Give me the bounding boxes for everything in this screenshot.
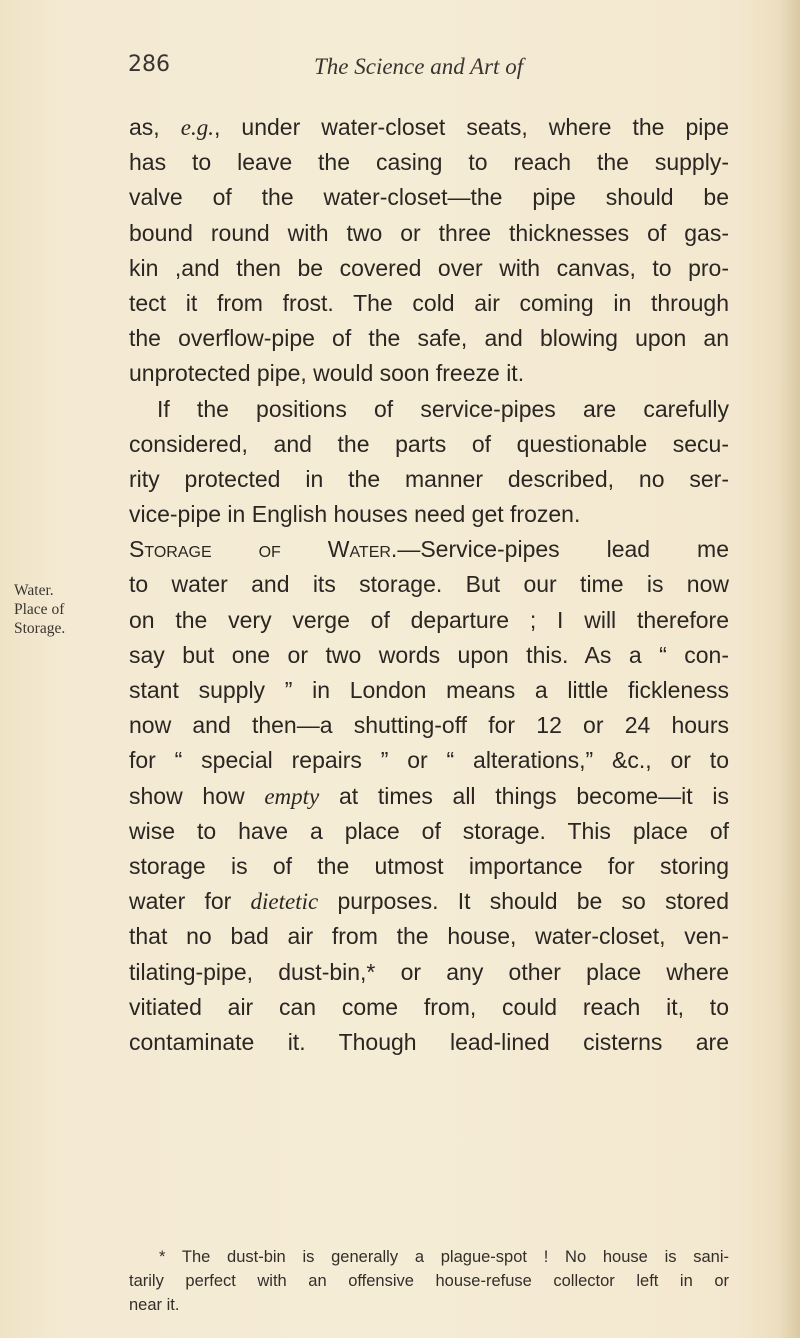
text-line xyxy=(129,779,729,814)
text-line xyxy=(129,427,729,462)
text-line xyxy=(129,145,729,180)
text-run: to water and its storage. But our time is now xyxy=(129,571,729,598)
text-line xyxy=(129,884,729,919)
margin-note xyxy=(14,581,114,638)
margin-note-line: Place of xyxy=(14,601,65,618)
text-run: If the positions of service-pipes are carefully xyxy=(157,395,729,422)
paragraph-1 xyxy=(129,110,729,392)
text-run: , under water-closet seats, where the pipe xyxy=(213,114,729,140)
text-run: say but one or two words upon this. As a “ con- xyxy=(129,641,729,668)
text-line xyxy=(129,216,729,251)
text-line xyxy=(129,849,729,884)
text-run: vitiated air can come from, could reach it, to xyxy=(129,993,729,1020)
text-line xyxy=(129,919,729,954)
text-run: unprotected pipe, would soon freeze it. xyxy=(129,360,525,387)
text-run: at times all things become—it is xyxy=(319,782,730,809)
text-run: stant supply ” in London means a little fickleness xyxy=(129,677,729,703)
text-run: has to leave the casing to reach the supply- xyxy=(129,149,729,176)
text-line xyxy=(129,110,729,145)
text-run: tilating-pipe, dust-bin,* or any other place where xyxy=(129,958,729,985)
text-run: rity protected in the manner described, no ser- xyxy=(129,465,729,492)
page-number: 286 xyxy=(128,52,170,77)
text-run: bound round with two or three thicknesses of gas- xyxy=(129,219,729,246)
text-run: kin ,and then be covered over with canvas, to pro- xyxy=(129,254,729,281)
text-line xyxy=(129,497,729,532)
text-run: for “ special repairs ” or “ alterations,” &c., or to xyxy=(129,747,729,774)
text-run: that no bad air from the house, water-closet, ven- xyxy=(129,923,729,950)
footnote-line: * The dust-bin is generally a plague-spot ! No house is sani- xyxy=(159,1248,729,1266)
italic-text: e.g. xyxy=(180,115,214,140)
footnote xyxy=(129,1245,729,1317)
paragraph-3 xyxy=(129,532,729,1060)
text-run: valve of the water-closet—the pipe should be xyxy=(129,184,729,211)
text-run: purposes. It should be so stored xyxy=(318,888,729,915)
text-run: as, xyxy=(129,114,181,140)
text-line xyxy=(129,603,729,638)
text-line xyxy=(129,955,729,990)
text-line xyxy=(129,462,729,497)
margin-note-line: Water. xyxy=(14,582,54,599)
text-line xyxy=(129,743,729,778)
text-line xyxy=(129,356,729,391)
text-line xyxy=(129,673,729,708)
text-run: on the very verge of departure ; I will therefore xyxy=(129,606,729,633)
text-line xyxy=(129,1025,729,1060)
text-line xyxy=(129,251,729,286)
text-run: water for xyxy=(129,888,251,915)
page-edge-shadow xyxy=(778,0,800,1338)
body-text xyxy=(129,110,729,1060)
page-header xyxy=(128,52,728,92)
italic-text: dietetic xyxy=(250,889,319,915)
text-line xyxy=(129,638,729,673)
paragraph-2 xyxy=(129,392,729,533)
text-run: storage is of the utmost importance for storing xyxy=(129,852,729,879)
text-run: wise to have a place of storage. This place of xyxy=(129,817,729,844)
section-heading: Storage of Water. xyxy=(129,536,398,563)
text-line xyxy=(129,532,729,567)
text-line xyxy=(129,180,729,215)
text-line xyxy=(129,814,729,849)
footnote-line: near it. xyxy=(129,1296,180,1314)
text-line xyxy=(129,990,729,1025)
text-run: show how xyxy=(129,782,265,809)
text-run: the overflow-pipe of the safe, and blowing upon an xyxy=(129,325,729,352)
margin-note-line: Storage. xyxy=(14,620,66,637)
text-run: —Service-pipes lead me xyxy=(397,536,729,563)
italic-text: empty xyxy=(264,783,320,809)
text-run: contaminate it. Though lead-lined cisterns are xyxy=(129,1028,729,1055)
text-line xyxy=(129,392,729,427)
running-head: The Science and Art of xyxy=(314,54,524,79)
text-run: vice-pipe in English houses need get frozen. xyxy=(129,501,581,528)
text-run: considered, and the parts of questionable secu- xyxy=(129,430,729,457)
footnote-line: tarily perfect with an offensive house-refuse collector left in or xyxy=(129,1272,729,1290)
text-line xyxy=(129,321,729,356)
text-line xyxy=(129,286,729,321)
text-line xyxy=(129,567,729,602)
text-run: tect it from frost. The cold air coming in through xyxy=(129,289,729,316)
text-run: now and then—a shutting-off for 12 or 24 hours xyxy=(129,712,729,739)
text-line xyxy=(129,708,729,743)
